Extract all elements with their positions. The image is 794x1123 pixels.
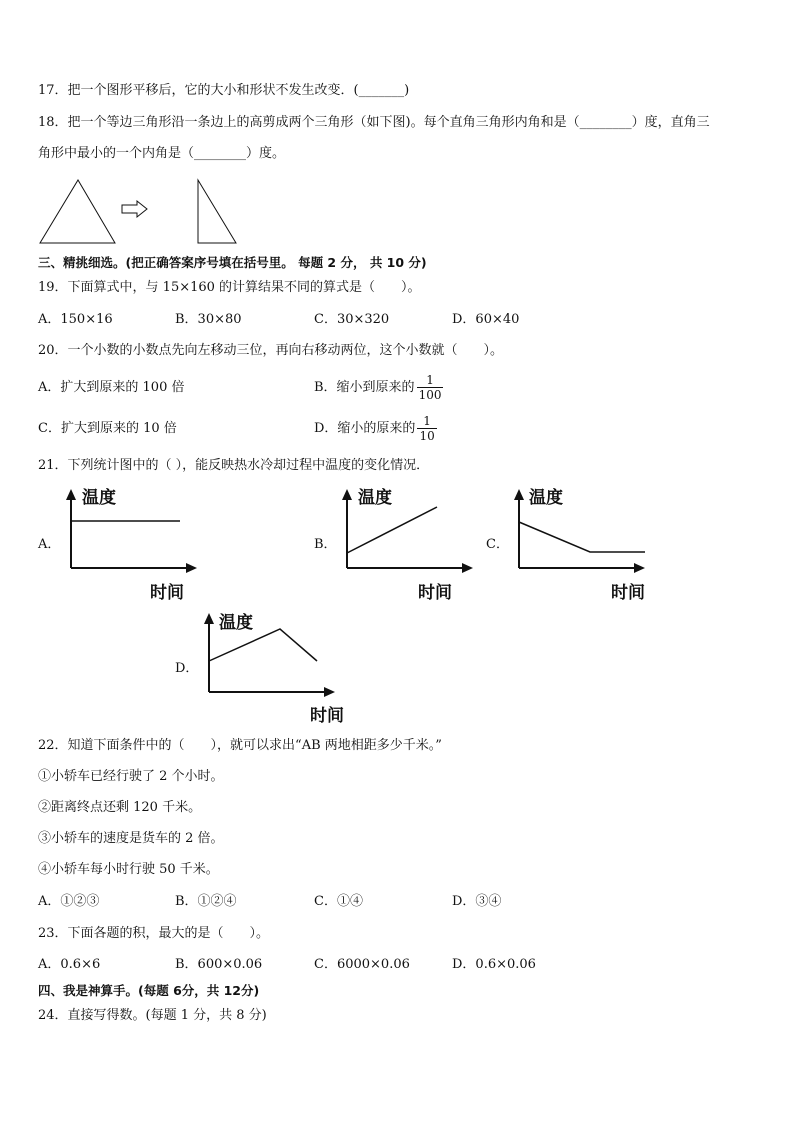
graph-c-x-label: 时间 [611, 583, 645, 603]
question-21: 21．下列统计图中的（ ），能反映热水冷却过程中温度的变化情况． [38, 458, 430, 473]
q20-option-d-text: D．缩小的原来的 [314, 421, 416, 436]
section-3-heading: 三、精挑细选。(把正确答案序号填在括号里。 每题 2 分， 共 10 分) [38, 255, 427, 270]
graph-b-y-label: 温度 [358, 488, 392, 508]
q19-option-a: A．150×16 [38, 312, 113, 327]
q23-option-d: D．0.6×0.06 [452, 957, 536, 972]
graph-a-x-label: 时间 [150, 583, 184, 603]
graph-a-y-label: 温度 [82, 488, 116, 508]
q20-option-c: C．扩大到原来的 10 倍 [38, 421, 177, 436]
q22-option-d: D．③④ [452, 894, 502, 909]
question-17: 17．把一个图形平移后，它的大小和形状不发生改变．(_______) [38, 83, 410, 98]
q22-option-b: B．①②④ [175, 894, 237, 909]
q22-condition-3: ③小轿车的速度是货车的 2 倍。 [38, 831, 224, 846]
question-22: 22．知道下面条件中的（ ），就可以求出“AB 两地相距多少千米。” [38, 738, 442, 753]
question-18-line-1: 18．把一个等边三角形沿一条边上的高剪成两个三角形（如下图)。每个直角三角形内角和是（________）度，直角三 [38, 115, 710, 130]
fraction-denominator: 100 [418, 388, 442, 402]
q21-option-a-label: A． [38, 537, 61, 552]
q22-condition-1: ①小轿车已经行驶了 2 个小时。 [38, 769, 224, 784]
q22-option-a: A．①②③ [38, 894, 100, 909]
question-19: 19．下面算式中，与 15×160 的计算结果不同的算式是（ ）。 [38, 280, 421, 295]
q19-option-d: D．60×40 [452, 312, 520, 327]
q21-option-b-label: B． [314, 537, 337, 552]
q22-condition-4: ④小轿车每小时行驶 50 千米。 [38, 862, 219, 877]
q22-option-c: C．①④ [314, 894, 363, 909]
q22-condition-2: ②距离终点还剩 120 千米。 [38, 800, 202, 815]
question-20: 20．一个小数的小数点先向左移动三位，再向右移动两位，这个小数就（ ）。 [38, 343, 504, 358]
q20-option-a: A．扩大到原来的 100 倍 [38, 380, 185, 395]
graph-c-y-label: 温度 [529, 488, 563, 508]
q21-option-d-label: D． [175, 661, 199, 676]
question-23: 23．下面各题的积，最大的是（ ）。 [38, 926, 270, 941]
q20-option-b-text: B．缩小到原来的 [314, 380, 415, 395]
fraction-denominator: 10 [419, 429, 435, 443]
fraction-numerator: 1 [423, 414, 431, 428]
q19-option-c: C．30×320 [314, 312, 390, 327]
graph-d-line [209, 629, 317, 661]
fraction-numerator: 1 [426, 373, 434, 387]
question-24: 24．直接写得数。(每题 1 分，共 8 分) [38, 1008, 267, 1023]
section-4-heading: 四、我是神算手。(每题 6分，共 12分) [38, 983, 260, 998]
q21-option-c-label: C． [486, 537, 509, 552]
q23-option-c: C．6000×0.06 [314, 957, 410, 972]
q23-option-b: B．600×0.06 [175, 957, 263, 972]
q19-option-b: B．30×80 [175, 312, 242, 327]
graph-d-x-label: 时间 [310, 706, 344, 726]
graph-b-x-label: 时间 [418, 583, 452, 603]
question-18-line-2: 角形中最小的一个内角是（________）度。 [38, 146, 286, 161]
graph-d-y-label: 温度 [219, 613, 253, 633]
q23-option-a: A．0.6×6 [38, 957, 101, 972]
